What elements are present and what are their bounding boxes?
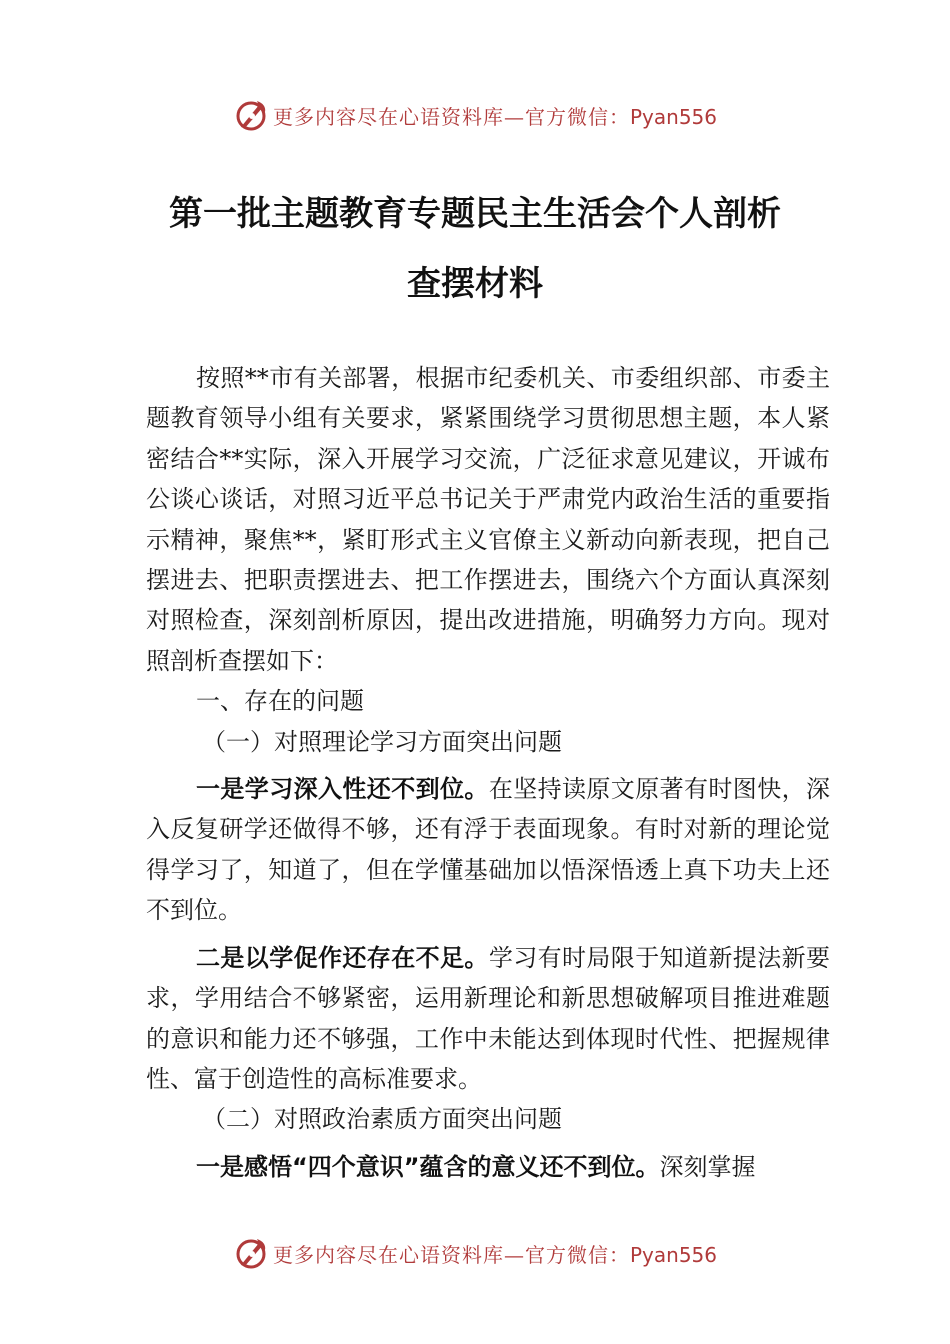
problem-body-1: 在坚持读原文原著有时图快，深入反复研学还做得不够，还有浮于表面现象。有时对新的理论觉得学习了，知道了，但在学懂基础加以悟深悟透上真下功夫上还不到位。 <box>146 775 831 925</box>
subsection-heading-2: （二）对照政治素质方面突出问题 <box>202 1105 562 1134</box>
problem-lead-3: 一是感悟“四个意识”蕴含的意义还不到位。 <box>196 1152 660 1181</box>
intro-paragraph: 按照**市有关部署，根据市纪委机关、市委组织部、市委主题教育领导小组有关要求，紧紧围绕学习贯彻思想主题，本人紧密结合**实际，深入开展学习交流，广泛征求意见建议，开诚布公谈心谈话，对照习近平总书记关于严肃党内政治生活的重要指示精神，聚焦**，紧盯形式主义官僚主义新动向新表现，把自己摆进去、把职责摆进去、把工作摆进去，围绕六个方面认真深刻对照检查，深刻剖析原因，提出改进措施，明确努力方向。现对照剖析查摆如下： <box>146 364 830 675</box>
problem-lead-1: 一是学习深入性还不到位。 <box>196 775 489 804</box>
section-heading: 一、存在的问题 <box>196 687 364 716</box>
header-watermark <box>0 95 950 135</box>
problem-body-3: 深刻掌握 <box>659 1152 756 1181</box>
problem-paragraph-2 <box>146 938 830 1100</box>
wechat-id: Pyan556 <box>629 104 717 129</box>
footer-watermark <box>0 1233 950 1273</box>
document-body <box>146 358 830 1187</box>
brand-slogan: 更多内容尽在心语资料库—官方微信：Pyan556 <box>272 104 717 129</box>
problem-paragraph-1 <box>146 769 830 931</box>
subsection-heading-1: （一）对照理论学习方面突出问题 <box>202 727 562 756</box>
problem-lead-2: 二是以学促作还存在不足。 <box>196 943 489 972</box>
wechat-id: Pyan556 <box>629 1242 717 1267</box>
document-title-line1: 第一批主题教育专题民主生活会个人剖析 <box>169 194 781 234</box>
quill-pen-logo-icon <box>233 1235 269 1271</box>
quill-pen-logo-icon <box>233 97 269 133</box>
problem-paragraph-3 <box>146 1147 830 1187</box>
document-title-line2: 查摆材料 <box>407 264 543 304</box>
problem-body-2: 学习有时局限于知道新提法新要求，学用结合不够紧密，运用新理论和新思想破解项目推进难题的意识和能力还不够强，工作中未能达到体现时代性、把握规律性、富于创造性的高标准要求。 <box>146 943 831 1093</box>
brand-slogan: 更多内容尽在心语资料库—官方微信：Pyan556 <box>272 1242 717 1267</box>
